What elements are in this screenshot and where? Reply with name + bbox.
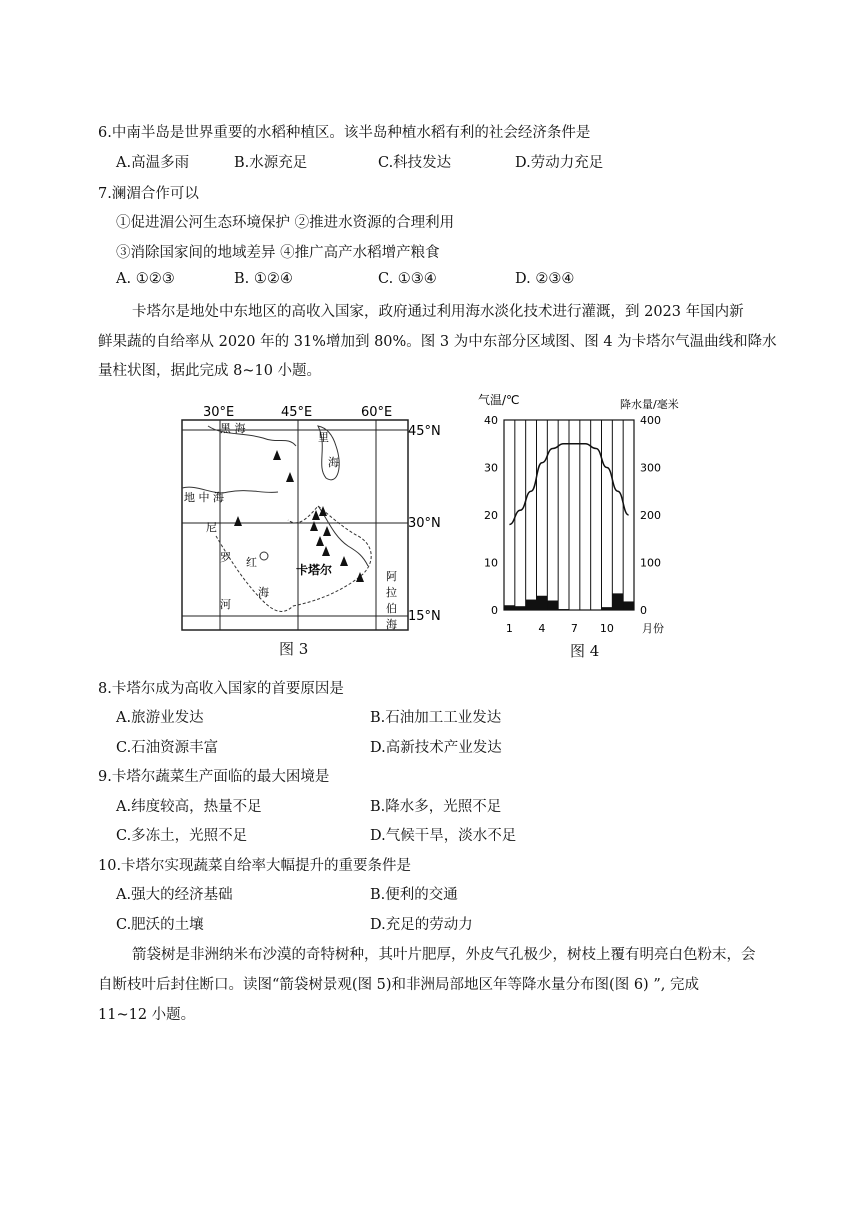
q10-option-a: A.强大的经济基础 bbox=[116, 887, 233, 903]
q8-option-b: B.石油加工工业发达 bbox=[370, 710, 502, 726]
label-arabian-4: 海 bbox=[386, 618, 397, 631]
precip-bar-4 bbox=[537, 596, 548, 610]
q8-stem: 8.卡塔尔成为高收入国家的首要原因是 bbox=[98, 681, 344, 697]
precip-bar-12 bbox=[623, 601, 634, 610]
label-hai: 海 bbox=[258, 586, 269, 599]
lon-label-45e: 45°E bbox=[281, 405, 313, 420]
y-right-tick: 0 bbox=[640, 604, 647, 617]
x-tick: 7 bbox=[570, 622, 578, 635]
y-left-tick: 40 bbox=[484, 414, 498, 427]
label-he: 河 bbox=[220, 598, 231, 611]
passage2-line2: 自断枝叶后封住断口。读图“箭袋树景观(图 5)和非洲局部地区年等降水量分布图(图 6) ”, 完成 bbox=[98, 977, 699, 993]
label-luo: 罗 bbox=[220, 551, 231, 564]
q6-option-d: D.劳动力充足 bbox=[515, 155, 604, 171]
q10-stem: 10.卡塔尔实现蔬菜自给率大幅提升的重要条件是 bbox=[98, 858, 412, 874]
precip-bar-6 bbox=[558, 609, 569, 610]
label-black-sea: 黑 海 bbox=[220, 422, 246, 435]
q8-option-d: D.高新技术产业发达 bbox=[370, 740, 502, 756]
q7-option-a: A. ①②③ bbox=[116, 271, 175, 287]
label-arabian-3: 伯 bbox=[386, 602, 397, 615]
q6-stem: 6.中南半岛是世界重要的水稻种植区。该半岛种植水稻有利的社会经济条件是 bbox=[98, 125, 591, 141]
label-hong: 红 bbox=[246, 556, 257, 569]
q9-option-a: A.纬度较高，热量不足 bbox=[116, 799, 262, 815]
label-qatar: 卡塔尔 bbox=[296, 563, 333, 577]
passage2-line1: 箭袋树是非洲纳米布沙漠的奇特树种，其叶片肥厚，外皮气孔极少，树枝上覆有明亮白色粉末，会 bbox=[132, 947, 756, 963]
q8-option-c: C.石油资源丰富 bbox=[116, 740, 219, 756]
q10-option-d: D.充足的劳动力 bbox=[370, 917, 473, 933]
precip-bar-5 bbox=[547, 601, 558, 611]
q9-option-c: C.多冻土，光照不足 bbox=[116, 828, 248, 844]
q10-option-c: C.肥沃的土壤 bbox=[116, 917, 204, 933]
q6-option-a: A.高温多雨 bbox=[116, 155, 190, 171]
lat-label-15n: 15°N bbox=[408, 609, 441, 624]
x-unit-label: 月份 bbox=[642, 622, 664, 635]
q7-items-line1: ①促进湄公河生态环境保护 ②推进水资源的合理利用 bbox=[116, 215, 455, 231]
q8-option-a: A.旅游业发达 bbox=[116, 710, 204, 726]
label-mediterranean: 地 中 海 bbox=[184, 491, 224, 504]
precip-bar-10 bbox=[602, 607, 613, 610]
q9-stem: 9.卡塔尔蔬菜生产面临的最大困境是 bbox=[98, 769, 330, 785]
q6-option-c: C.科技发达 bbox=[378, 155, 452, 171]
label-caspian-2: 海 bbox=[328, 456, 339, 469]
precip-bar-11 bbox=[612, 593, 623, 610]
passage1-line3: 量柱状图，据此完成 8~10 小题。 bbox=[98, 363, 322, 379]
climate-chart bbox=[470, 390, 700, 670]
middle-east-map bbox=[168, 396, 448, 666]
q6-option-b: B.水源充足 bbox=[234, 155, 308, 171]
y-left-label: 气温/℃ bbox=[478, 393, 520, 407]
map-caption: 图 3 bbox=[279, 640, 309, 658]
precip-bar-2 bbox=[515, 606, 526, 610]
q7-items-line2: ③消除国家间的地域差异 ④推广高产水稻增产粮食 bbox=[116, 245, 440, 261]
chart-caption: 图 4 bbox=[570, 642, 600, 660]
y-right-tick: 300 bbox=[640, 461, 661, 475]
passage1-line2: 鲜果蔬的自给率从 2020 年的 31%增加到 80%。图 3 为中东部分区域图、图 4 为卡塔尔气温曲线和降水 bbox=[98, 334, 777, 350]
q10-option-b: B.便利的交通 bbox=[370, 887, 458, 903]
y-left-tick: 10 bbox=[484, 556, 498, 570]
label-arabian-2: 拉 bbox=[386, 586, 397, 599]
q7-option-b: B. ①②④ bbox=[234, 271, 293, 287]
y-right-label: 降水量/毫米 bbox=[620, 398, 679, 411]
passage1-line1: 卡塔尔是地处中东地区的高收入国家，政府通过利用海水淡化技术进行灌溉，到 2023 年国内新 bbox=[132, 304, 744, 320]
q7-option-d: D. ②③④ bbox=[515, 271, 575, 287]
q7-stem: 7.澜湄合作可以 bbox=[98, 186, 199, 202]
y-left-tick: 30 bbox=[484, 461, 498, 475]
precip-bar-1 bbox=[504, 605, 515, 610]
y-left-tick: 20 bbox=[484, 509, 498, 522]
q7-option-c: C. ①③④ bbox=[378, 271, 437, 287]
q9-option-b: B.降水多，光照不足 bbox=[370, 799, 502, 815]
passage2-line3: 11~12 小题。 bbox=[98, 1007, 196, 1023]
q9-option-d: D.气候干旱，淡水不足 bbox=[370, 828, 517, 844]
x-tick: 10 bbox=[599, 622, 614, 635]
y-right-tick: 100 bbox=[640, 556, 661, 570]
precip-bar-3 bbox=[526, 600, 537, 610]
y-right-tick: 400 bbox=[640, 414, 661, 427]
y-right-tick: 200 bbox=[640, 509, 661, 522]
label-caspian: 里 bbox=[318, 431, 329, 444]
lat-label-30n: 30°N bbox=[408, 516, 441, 531]
lat-label-45n: 45°N bbox=[408, 424, 441, 439]
label-nile: 尼 bbox=[206, 521, 217, 534]
lon-label-60e: 60°E bbox=[361, 405, 393, 420]
x-tick: 1 bbox=[505, 622, 513, 635]
label-arabian-1: 阿 bbox=[386, 570, 397, 583]
y-left-tick: 0 bbox=[491, 604, 498, 617]
lon-label-30e: 30°E bbox=[203, 405, 235, 420]
x-tick: 4 bbox=[538, 622, 546, 635]
